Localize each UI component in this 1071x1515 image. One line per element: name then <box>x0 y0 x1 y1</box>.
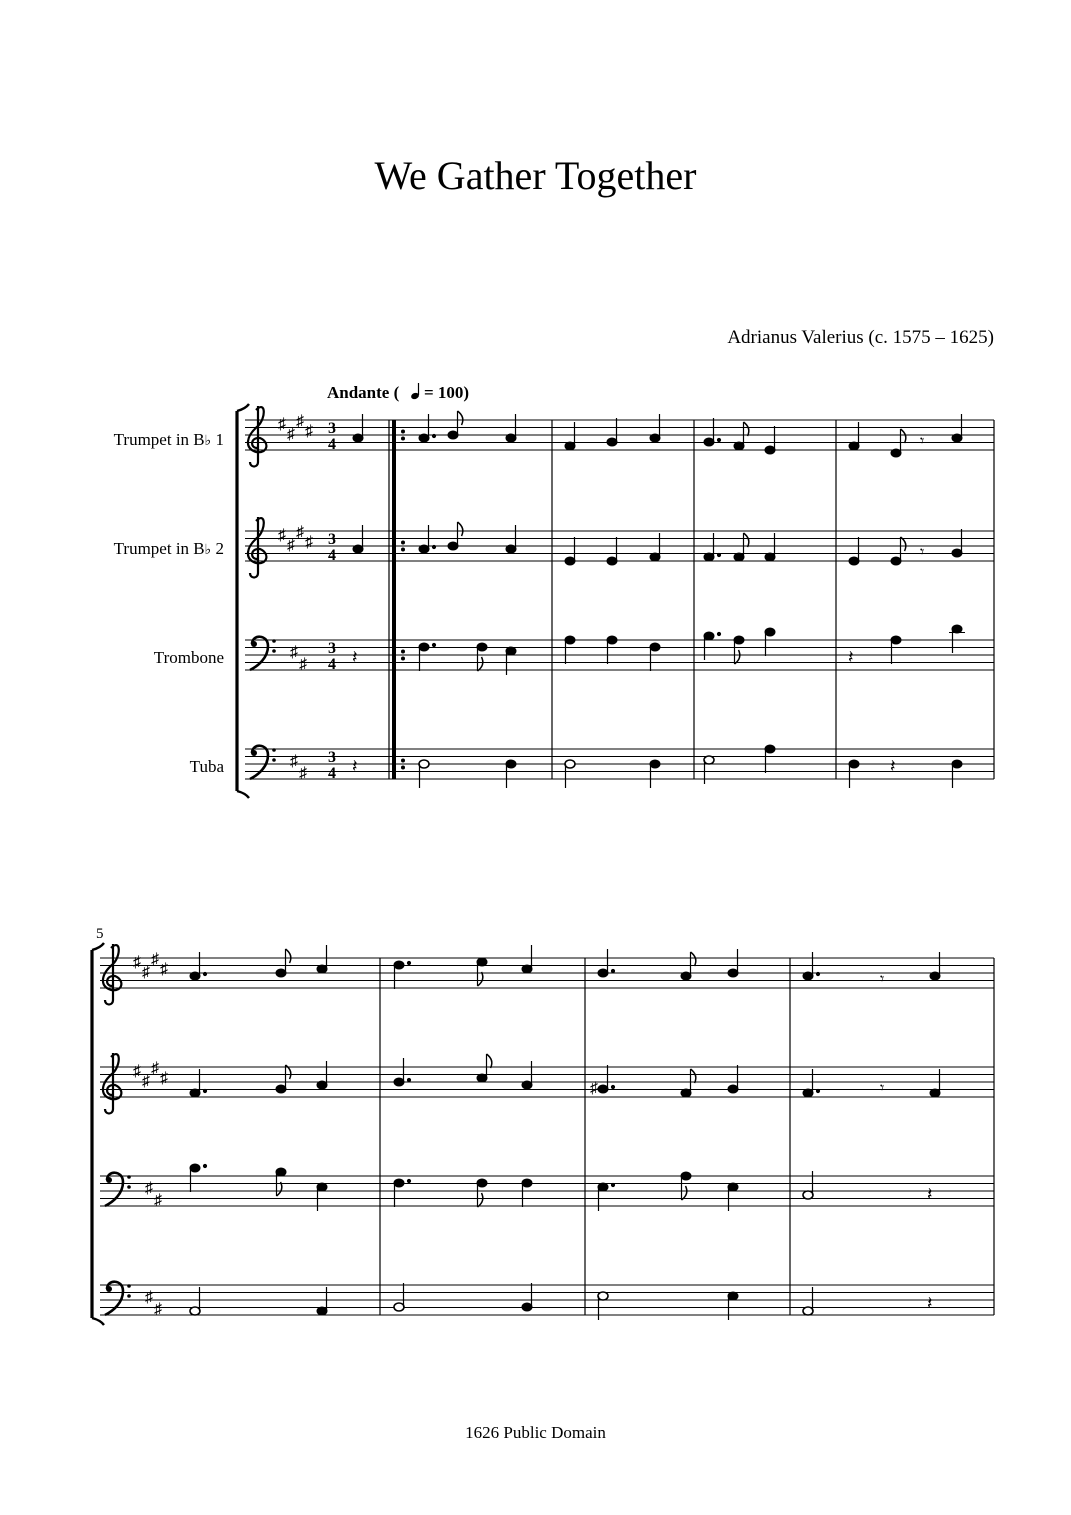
svg-text:Andante (: Andante ( <box>327 383 400 402</box>
svg-text:♯: ♯ <box>290 753 298 770</box>
copyright-footer: 1626 Public Domain <box>465 1423 606 1442</box>
svg-text:♯: ♯ <box>151 951 159 968</box>
svg-text:♯: ♯ <box>145 1180 153 1197</box>
key-signature-trombone <box>290 644 307 673</box>
instrument-name-trombone: Trombone <box>153 648 224 667</box>
svg-text:♯: ♯ <box>145 1289 153 1306</box>
svg-text:♯: ♯ <box>278 416 286 433</box>
svg-text:3: 3 <box>328 420 336 437</box>
svg-text:4: 4 <box>328 656 336 673</box>
staff-lines-system-2 <box>100 958 994 1315</box>
svg-text:♯: ♯ <box>133 954 141 971</box>
bass-clef-icon <box>105 1282 131 1315</box>
instrument-name-trumpet-2: Trumpet in B♭ 2 <box>113 539 224 558</box>
instrument-name-trumpet-1: Trumpet in B♭ 1 <box>113 430 224 449</box>
system-2 <box>92 926 994 1325</box>
svg-text:♯: ♯ <box>296 413 304 430</box>
svg-text:♯: ♯ <box>133 1063 141 1080</box>
svg-text:= 100): = 100) <box>424 383 470 402</box>
svg-text:𝄾: 𝄾 <box>920 433 925 450</box>
key-signature-tuba <box>290 753 307 782</box>
system-1 <box>114 383 994 798</box>
svg-text:♯: ♯ <box>590 1080 598 1097</box>
treble-clef-icon <box>248 517 266 578</box>
barlines-system-1 <box>389 420 994 779</box>
bass-clef-icon <box>250 746 276 779</box>
svg-text:𝄽: 𝄽 <box>890 756 896 776</box>
svg-text:♯: ♯ <box>151 1060 159 1077</box>
svg-text:3: 3 <box>328 749 336 766</box>
svg-text:𝄽: 𝄽 <box>927 1293 933 1313</box>
staff-lines-system-1 <box>245 420 994 779</box>
svg-text:♯: ♯ <box>290 644 298 661</box>
svg-text:♯: ♯ <box>160 1070 168 1087</box>
svg-text:♯: ♯ <box>287 426 295 443</box>
svg-text:4: 4 <box>328 765 336 782</box>
svg-text:♯: ♯ <box>278 527 286 544</box>
svg-text:3: 3 <box>328 531 336 548</box>
svg-text:♯: ♯ <box>142 964 150 981</box>
svg-text:♯: ♯ <box>299 765 307 782</box>
svg-text:♯: ♯ <box>296 524 304 541</box>
svg-text:3: 3 <box>328 640 336 657</box>
treble-clef-icon <box>103 1053 121 1114</box>
svg-text:♯: ♯ <box>160 961 168 978</box>
svg-text:𝄽: 𝄽 <box>848 647 854 667</box>
notes-system-2 <box>190 945 940 1320</box>
key-signature-trumpet-1 <box>278 413 313 443</box>
svg-text:𝄾: 𝄾 <box>880 1080 885 1097</box>
svg-text:𝄾: 𝄾 <box>920 544 925 561</box>
treble-clef-icon <box>248 406 266 467</box>
svg-text:♯: ♯ <box>305 423 313 440</box>
svg-text:♯: ♯ <box>287 537 295 554</box>
bass-clef-icon <box>105 1173 131 1206</box>
time-signature <box>328 420 336 782</box>
svg-text:4: 4 <box>328 436 336 453</box>
instrument-name-tuba: Tuba <box>189 757 224 776</box>
svg-text:𝄾: 𝄾 <box>880 971 885 988</box>
tempo-marking <box>327 383 469 402</box>
svg-text:♯: ♯ <box>305 534 313 551</box>
key-signature-trumpet-2 <box>278 524 313 554</box>
svg-text:♯: ♯ <box>299 656 307 673</box>
notes-system-1 <box>352 411 965 788</box>
svg-text:4: 4 <box>328 547 336 564</box>
svg-text:♯: ♯ <box>154 1192 162 1209</box>
svg-text:𝄽: 𝄽 <box>352 647 358 667</box>
svg-text:𝄽: 𝄽 <box>927 1184 933 1204</box>
bass-clef-icon <box>250 637 276 670</box>
measure-number: 5 <box>96 926 104 942</box>
composer-credit: Adrianus Valerius (c. 1575 – 1625) <box>727 327 994 348</box>
repeat-dots <box>401 430 405 770</box>
barlines-system-2 <box>380 958 994 1315</box>
svg-text:𝄽: 𝄽 <box>352 756 358 776</box>
treble-clef-icon <box>103 944 121 1005</box>
score-title: We Gather Together <box>374 153 697 198</box>
svg-text:♯: ♯ <box>142 1073 150 1090</box>
svg-text:♯: ♯ <box>154 1301 162 1318</box>
